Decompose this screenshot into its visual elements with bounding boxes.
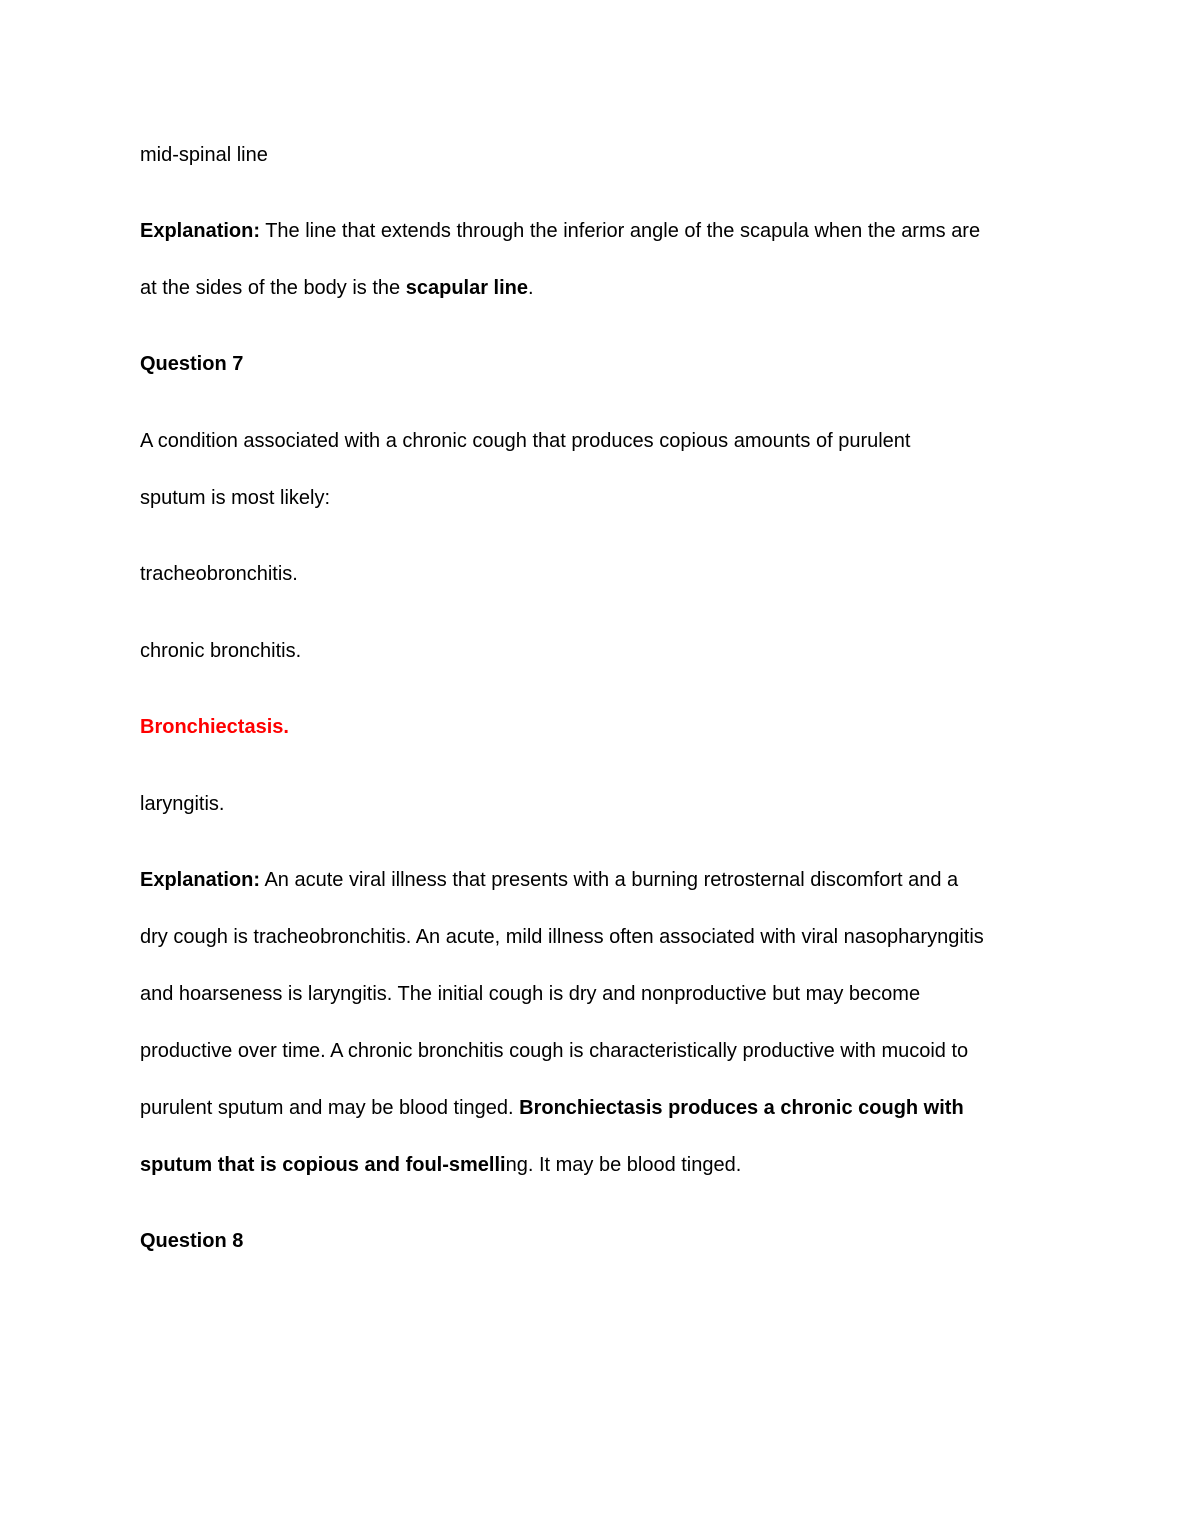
explanation-6-line-1	[140, 219, 980, 243]
explanation-text: The line that extends through the inferior angle of the scapula when the arms are	[260, 220, 981, 242]
explanation-emphasis: sputum that is copious and foul-smelli	[140, 1154, 506, 1176]
explanation-7-line-1	[140, 868, 958, 892]
explanation-7-line-6	[140, 1153, 741, 1177]
explanation-7-line-3: and hoarseness is laryngitis. The initial cough is dry and nonproductive but may become	[140, 983, 921, 1005]
question-7-stem-line-1: A condition associated with a chronic cough that produces copious amounts of purulent	[140, 430, 911, 452]
explanation-emphasis: Bronchiectasis produces a chronic cough with	[519, 1097, 964, 1119]
explanation-label: Explanation:	[140, 220, 261, 242]
answer-option: laryngitis.	[140, 793, 225, 815]
explanation-7-line-2: dry cough is tracheobronchitis. An acute, mild illness often associated with viral nasopharyngitis	[140, 926, 984, 948]
explanation-emphasis: scapular line	[405, 277, 529, 299]
correct-answer-option: Bronchiectasis.	[140, 716, 289, 738]
question-8-heading: Question 8	[140, 1230, 244, 1252]
explanation-6-line-2	[140, 276, 534, 300]
answer-option: tracheobronchitis.	[140, 563, 298, 585]
explanation-text: purulent sputum and may be blood tinged.	[140, 1097, 520, 1119]
previous-answer-option: mid-spinal line	[140, 144, 268, 166]
explanation-text: An acute viral illness that presents with a burning retrosternal discomfort and a	[260, 869, 959, 891]
explanation-7-line-5	[140, 1096, 964, 1120]
document-page	[140, 0, 1060, 1540]
question-7-heading: Question 7	[140, 353, 244, 375]
explanation-text: ng. It may be blood tinged.	[505, 1154, 742, 1176]
explanation-label: Explanation:	[140, 869, 261, 891]
explanation-7-line-4: productive over time. A chronic bronchitis cough is characteristically productive with mucoid to	[140, 1040, 969, 1062]
explanation-text: at the sides of the body is the	[140, 277, 406, 299]
answer-option: chronic bronchitis.	[140, 640, 302, 662]
explanation-text: .	[528, 277, 534, 299]
question-7-stem-line-2: sputum is most likely:	[140, 487, 331, 509]
